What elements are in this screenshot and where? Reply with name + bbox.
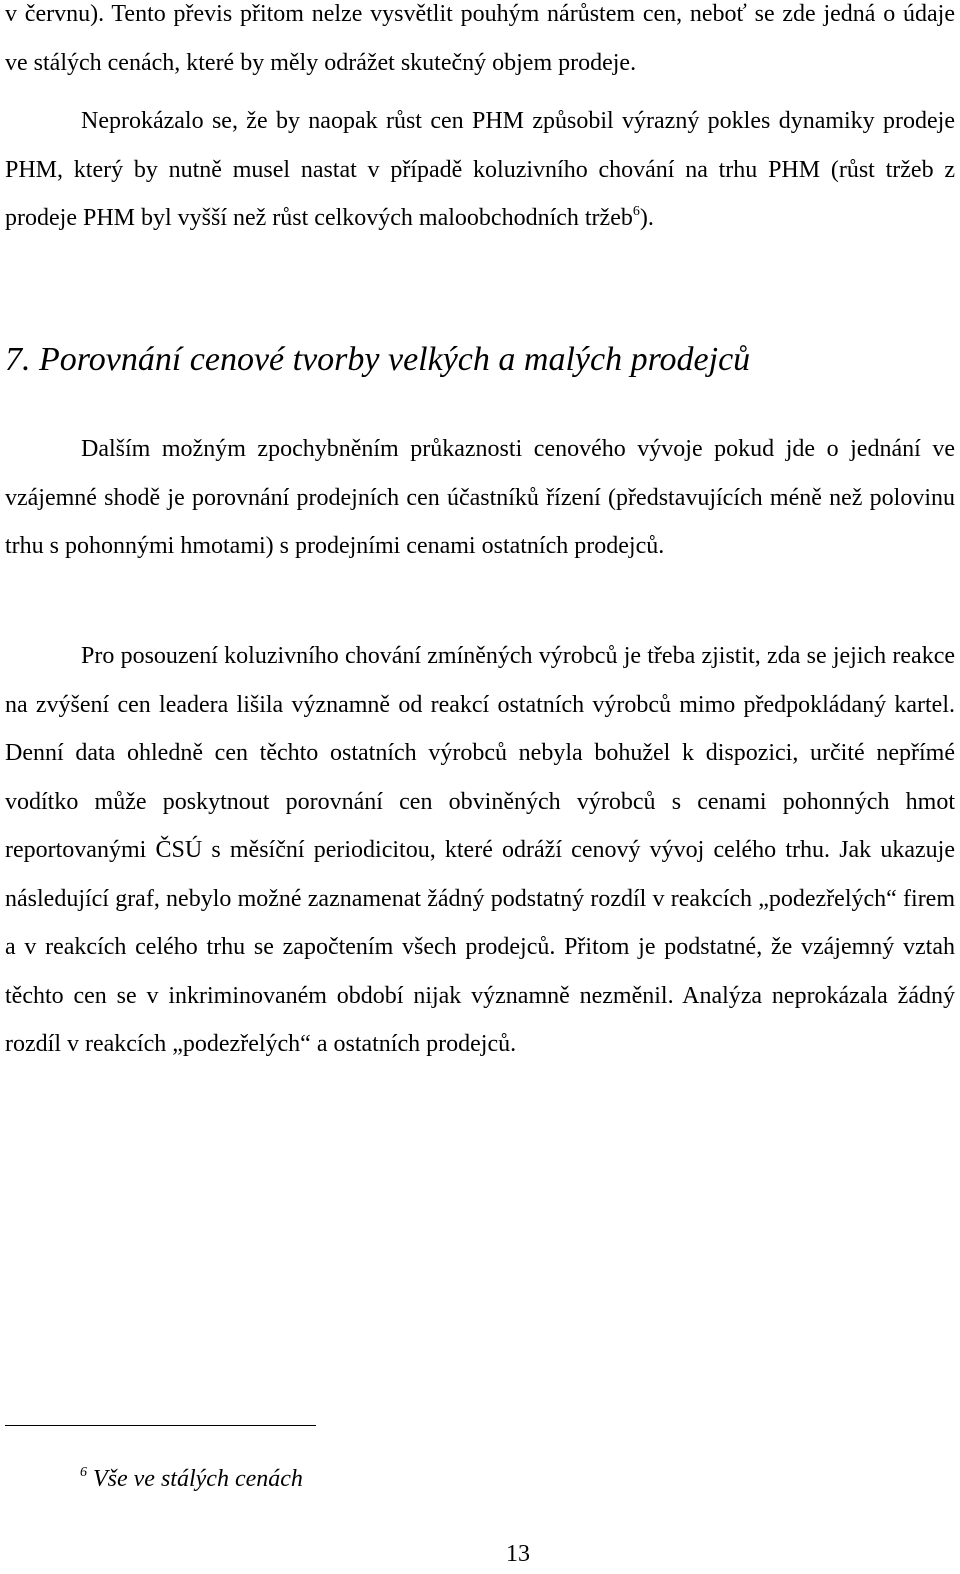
paragraph-2-tail: ). (639, 205, 654, 231)
footnote-separator (5, 1425, 316, 1426)
section-title: Porovnání cenové tvorby velkých a malých prodejců (39, 341, 751, 378)
footnote (80, 1466, 303, 1493)
paragraph-fuel-price-dynamics (5, 97, 955, 243)
page-number: 13 (506, 1541, 530, 1567)
paragraph-1-text: v červnu). Tento převis přitom nelze vysvětlit pouhým nárůstem cen, neboť se zde jedná o údaje ve stálých cenách, které by měly odrážet skutečný objem prodeje. (5, 1, 955, 76)
paragraph-4-text: Pro posouzení koluzivního chování zmíněných výrobců je třeba zjistit, zda se jejich reakce na zvýšení cen leadera lišila významně od reakcí ostatních výrobců mimo předpokládaný kartel. Denní data ohledně cen těchto ostatních výrobců nebyla bohužel k dispozici, určité nepřímé vodítko může poskytnout porovnání cen obviněných výrobců s cenami pohonných hmot reportovanými ČSÚ s měsíční periodicitou, které odráží cenový vývoj celého trhu. Jak ukazuje následující graf, nebylo možné zaznamenat žádný podstatný rozdíl v reakcích „podezřelých“ firem a v reakcích celého trhu se započtením všech prodejců. Přitom je podstatné, že vzájemný vztah těchto cen se v inkriminovaném období nijak významně nezměnil. Analýza neprokázala žádný rozdíl v reakcích „podezřelých“ a ostatních prodejců. (5, 643, 955, 1057)
paragraph-price-comparison (5, 425, 955, 571)
footnote-number: 6 (80, 1465, 87, 1480)
section-number: 7. (5, 341, 31, 378)
paragraph-collusion-assessment (5, 632, 955, 1069)
paragraph-2-text: Neprokázalo se, že by naopak růst cen PHM způsobil výrazný pokles dynamiky prodeje PHM, který by nutně musel nastat v případě koluzivního chování na trhu PHM (růst tržeb z prodeje PHM byl vyšší než růst celkových maloobchodních tržeb (5, 108, 955, 231)
section-heading (5, 335, 750, 385)
paragraph-3-text: Dalším možným zpochybněním průkaznosti cenového vývoje pokud jde o jednání ve vzájemné shodě je porovnání prodejních cen účastníků řízení (představujících méně než polovinu trhu s pohonnými hmotami) s prodejními cenami ostatních prodejců. (5, 436, 955, 559)
paragraph-continuation (5, 0, 955, 87)
footnote-reference[interactable]: 6 (632, 204, 640, 219)
footnote-text: Vše ve stálých cenách (93, 1466, 303, 1492)
